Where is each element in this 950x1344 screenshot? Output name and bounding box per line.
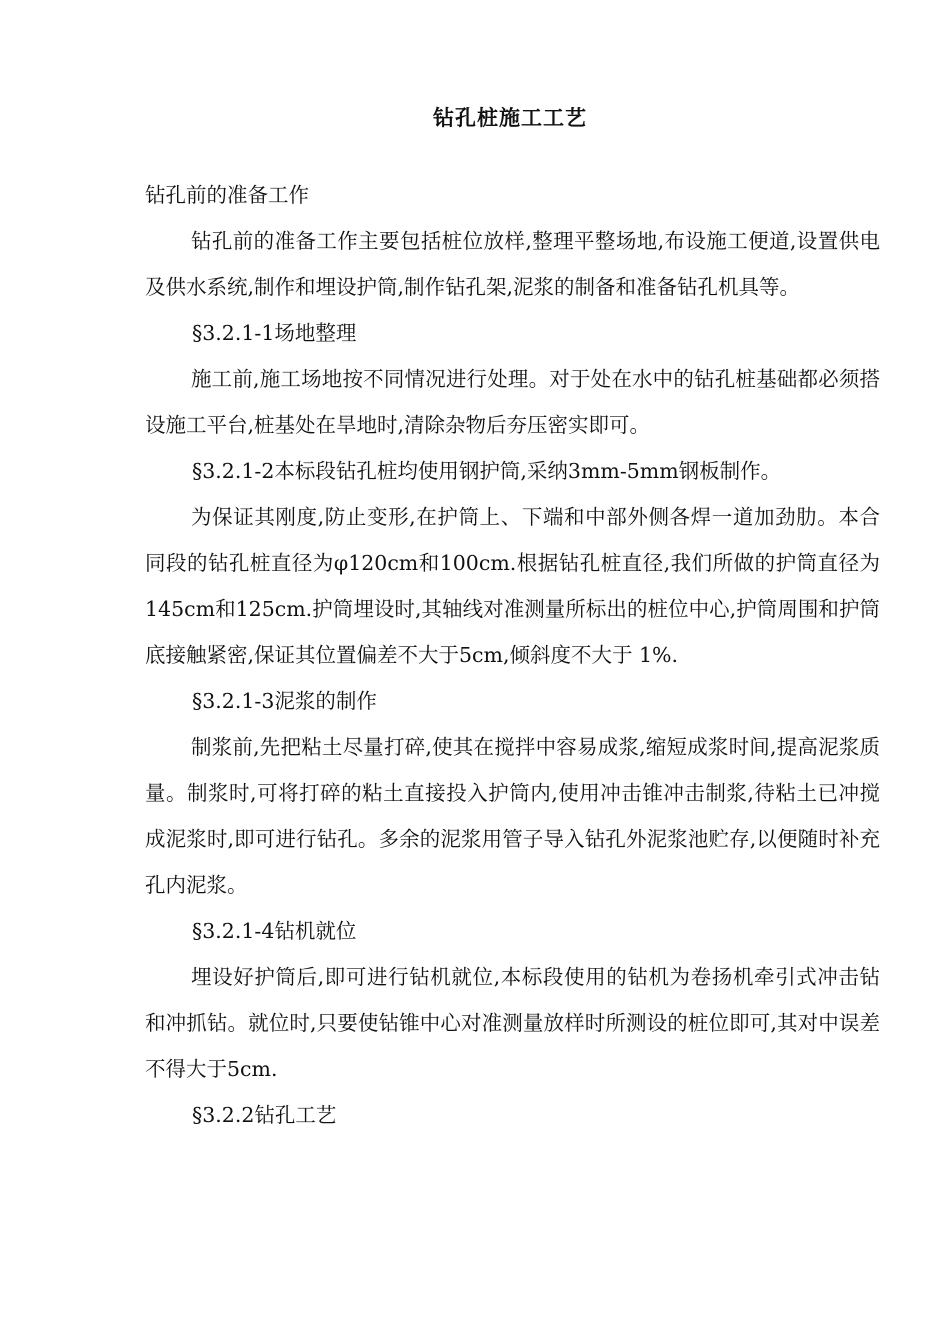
document-title: 钻孔桩施工工艺 [433,105,587,130]
subsection-drilling-process: §3.2.2钻孔工艺 [192,1103,337,1127]
paragraph-slurry-production: 制浆前,先把粘土尽量打碎,使其在搅拌中容易成浆,缩短成浆时间,提高泥浆质量。制浆时,可将打碎的粘土直接投入护筒内,使用冲击锥冲击制浆,待粘土已冲搅成泥浆时,即可进行钻孔。多余的泥浆用管子导入钻孔外泥浆池贮存,以便随时补充孔内泥浆。 [145,735,880,897]
paragraph-rig-positioning: 埋设好护筒后,即可进行钻机就位,本标段使用的钻机为卷扬机牵引式冲击钻和冲抓钻。就位时,只要使钻锥中心对准测量放样时所测设的桩位即可,其对中误差不得大于5cm. [145,965,880,1081]
document-body [145,172,880,1138]
subsection-site-leveling: §3.2.1-1场地整理 [192,321,357,345]
subsection-steel-casing: §3.2.1-2本标段钻孔桩均使用钢护筒,采纳3mm-5mm钢板制作。 [192,459,782,483]
subsection-slurry-production: §3.2.1-3泥浆的制作 [192,689,377,713]
paragraph-site-leveling: 施工前,施工场地按不同情况进行处理。对于处在水中的钻孔桩基础都必须搭设施工平台,桩基处在旱地时,清除杂物后夯压密实即可。 [145,367,880,437]
paragraph-preparation: 钻孔前的准备工作主要包括桩位放样,整理平整场地,布设施工便道,设置供电及供水系统,制作和埋设护筒,制作钻孔架,泥浆的制备和准备钻孔机具等。 [145,229,880,299]
subsection-rig-positioning: §3.2.1-4钻机就位 [192,919,357,943]
paragraph-steel-casing: 为保证其刚度,防止变形,在护筒上、下端和中部外侧各焊一道加劲肋。本合同段的钻孔桩直径为φ120cm和100cm.根据钻孔桩直径,我们所做的护筒直径为145cm和125cm.护筒埋设时,其轴线对准测量所标出的桩位中心,护筒周围和护筒底接触紧密,保证其位置偏差不大于5cm,倾斜度不大于 1%. [145,505,880,667]
section-heading: 钻孔前的准备工作 [145,183,309,207]
